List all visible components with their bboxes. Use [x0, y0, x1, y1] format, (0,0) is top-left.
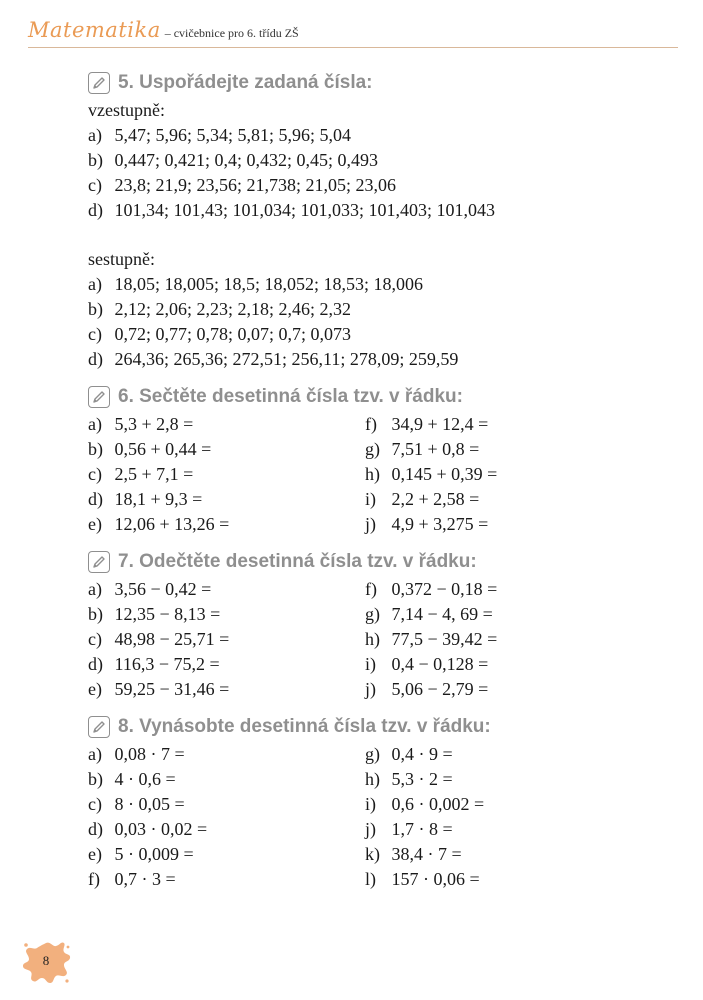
- task-5: [88, 68, 678, 372]
- item-label: l): [365, 869, 376, 889]
- task-8-heading: [88, 712, 678, 742]
- exercise-item: [365, 602, 665, 627]
- item-label: h): [365, 769, 380, 789]
- item-label: h): [365, 629, 380, 649]
- exercise-item: [365, 462, 665, 487]
- list-item: [88, 148, 678, 173]
- task-7: [88, 547, 678, 702]
- item-label: f): [365, 414, 377, 434]
- exercise-item: [88, 437, 365, 462]
- item-label: c): [88, 794, 102, 814]
- item-text: 2,5 + 7,1 =: [114, 464, 194, 484]
- item-label: j): [365, 679, 376, 699]
- item-text: 0,6 · 0,002 =: [391, 794, 485, 814]
- item-text: 7,14 − 4, 69 =: [391, 604, 493, 624]
- page-header: [28, 18, 299, 42]
- task-6-title: 6. Sečtěte desetinná čísla tzv. v řádku:: [118, 386, 463, 407]
- item-text: 5,47; 5,96; 5,34; 5,81; 5,96; 5,04: [114, 125, 352, 145]
- item-label: i): [365, 794, 376, 814]
- item-text: 0,7 · 3 =: [114, 869, 176, 889]
- ascending-label: vzestupně:: [88, 100, 165, 120]
- item-label: g): [365, 604, 380, 624]
- spacer: [88, 372, 678, 382]
- task-6: [88, 382, 678, 537]
- pencil-icon: [88, 551, 110, 573]
- descending-list: [88, 272, 678, 372]
- item-label: i): [365, 654, 376, 674]
- item-text: 264,36; 265,36; 272,51; 256,11; 278,09; 259,59: [114, 349, 459, 369]
- exercise-item: [88, 627, 365, 652]
- item-label: j): [365, 514, 376, 534]
- exercise-item: [88, 742, 365, 767]
- task-5-title: 5. Uspořádejte zadaná čísla:: [118, 72, 373, 93]
- list-item: [88, 173, 678, 198]
- item-text: 2,12; 2,06; 2,23; 2,18; 2,46; 2,32: [114, 299, 352, 319]
- exercise-item: [365, 652, 665, 677]
- item-text: 5,06 − 2,79 =: [391, 679, 489, 699]
- task-6-heading: [88, 382, 678, 412]
- item-text: 12,35 − 8,13 =: [114, 604, 221, 624]
- item-label: k): [365, 844, 380, 864]
- item-text: 5,3 · 2 =: [391, 769, 453, 789]
- exercise-item: [365, 412, 665, 437]
- item-text: 34,9 + 12,4 =: [391, 414, 489, 434]
- addition-grid: [88, 412, 678, 537]
- item-text: 0,372 − 0,18 =: [391, 579, 498, 599]
- item-label: a): [88, 274, 102, 294]
- item-text: 3,56 − 0,42 =: [114, 579, 212, 599]
- exercise-item: [88, 792, 365, 817]
- exercise-item: [88, 577, 365, 602]
- item-label: a): [88, 744, 102, 764]
- item-text: 0,72; 0,77; 0,78; 0,07; 0,7; 0,073: [114, 324, 352, 344]
- exercise-item: [88, 412, 365, 437]
- item-text: 5,3 + 2,8 =: [114, 414, 194, 434]
- item-label: c): [88, 629, 102, 649]
- exercise-item: [88, 767, 365, 792]
- item-label: a): [88, 579, 102, 599]
- item-label: g): [365, 439, 380, 459]
- item-text: 7,51 + 0,8 =: [391, 439, 480, 459]
- item-label: e): [88, 844, 102, 864]
- exercise-item: [365, 817, 665, 842]
- exercise-item: [88, 677, 365, 702]
- spacer: [88, 702, 678, 712]
- worksheet-content: [88, 68, 678, 892]
- item-label: f): [365, 579, 377, 599]
- item-label: f): [88, 869, 100, 889]
- item-label: b): [88, 439, 103, 459]
- item-label: h): [365, 464, 380, 484]
- ascending-list: [88, 123, 678, 223]
- list-item: [88, 123, 678, 148]
- item-label: i): [365, 489, 376, 509]
- item-text: 12,06 + 13,26 =: [114, 514, 230, 534]
- item-text: 157 · 0,06 =: [391, 869, 480, 889]
- item-text: 0,4 − 0,128 =: [391, 654, 489, 674]
- exercise-item: [88, 512, 365, 537]
- exercise-item: [88, 487, 365, 512]
- exercise-item: [365, 867, 665, 892]
- list-item: [88, 322, 678, 347]
- exercise-item: [365, 792, 665, 817]
- item-label: b): [88, 150, 103, 170]
- task-8: [88, 712, 678, 892]
- exercise-item: [365, 767, 665, 792]
- list-item: [88, 297, 678, 322]
- item-label: c): [88, 324, 102, 344]
- task-7-heading: [88, 547, 678, 577]
- exercise-item: [88, 817, 365, 842]
- item-text: 4 · 0,6 =: [114, 769, 176, 789]
- header-subtitle: – cvičebnice pro 6. třídu ZŠ: [164, 26, 299, 40]
- item-label: d): [88, 819, 103, 839]
- item-label: b): [88, 299, 103, 319]
- item-text: 2,2 + 2,58 =: [391, 489, 480, 509]
- exercise-item: [365, 577, 665, 602]
- spacer: [88, 537, 678, 547]
- item-text: 38,4 · 7 =: [391, 844, 462, 864]
- item-text: 18,1 + 9,3 =: [114, 489, 203, 509]
- item-label: d): [88, 654, 103, 674]
- item-label: j): [365, 819, 376, 839]
- item-label: c): [88, 464, 102, 484]
- exercise-item: [365, 742, 665, 767]
- item-text: 0,4 · 9 =: [391, 744, 453, 764]
- pencil-icon: [88, 72, 110, 94]
- item-text: 0,145 + 0,39 =: [391, 464, 498, 484]
- page-number: 8: [42, 953, 50, 968]
- item-text: 77,5 − 39,42 =: [391, 629, 498, 649]
- brand-title: Matematika: [28, 18, 161, 42]
- item-text: 101,34; 101,43; 101,034; 101,033; 101,403; 101,043: [114, 200, 496, 220]
- item-label: a): [88, 414, 102, 434]
- exercise-item: [88, 462, 365, 487]
- exercise-item: [365, 437, 665, 462]
- multiplication-grid: [88, 742, 678, 892]
- item-text: 116,3 − 75,2 =: [114, 654, 220, 674]
- exercise-item: [88, 602, 365, 627]
- item-text: 5 · 0,009 =: [114, 844, 194, 864]
- item-text: 4,9 + 3,275 =: [391, 514, 489, 534]
- descending-label: sestupně:: [88, 249, 155, 269]
- item-text: 8 · 0,05 =: [114, 794, 185, 814]
- list-item: [88, 347, 678, 372]
- item-text: 0,56 + 0,44 =: [114, 439, 212, 459]
- list-item: [88, 272, 678, 297]
- task-7-title: 7. Odečtěte desetinná čísla tzv. v řádku:: [118, 551, 477, 572]
- item-label: d): [88, 349, 103, 369]
- page-number-badge: [20, 937, 72, 985]
- item-text: 0,03 · 0,02 =: [114, 819, 208, 839]
- spacer: [88, 223, 678, 247]
- item-label: d): [88, 200, 103, 220]
- item-label: g): [365, 744, 380, 764]
- task-5-heading: [88, 68, 678, 98]
- exercise-item: [365, 677, 665, 702]
- item-text: 0,447; 0,421; 0,4; 0,432; 0,45; 0,493: [114, 150, 379, 170]
- exercise-item: [365, 487, 665, 512]
- item-text: 18,05; 18,005; 18,5; 18,052; 18,53; 18,006: [114, 274, 424, 294]
- exercise-item: [88, 867, 365, 892]
- item-label: d): [88, 489, 103, 509]
- header-divider: [28, 47, 678, 48]
- exercise-item: [88, 842, 365, 867]
- exercise-item: [88, 652, 365, 677]
- task-8-title: 8. Vynásobte desetinná čísla tzv. v řádku:: [118, 716, 491, 737]
- item-label: e): [88, 679, 102, 699]
- item-label: b): [88, 604, 103, 624]
- subtraction-grid: [88, 577, 678, 702]
- item-text: 1,7 · 8 =: [391, 819, 453, 839]
- item-text: 48,98 − 25,71 =: [114, 629, 230, 649]
- item-text: 59,25 − 31,46 =: [114, 679, 230, 699]
- item-text: 23,8; 21,9; 23,56; 21,738; 21,05; 23,06: [114, 175, 397, 195]
- list-item: [88, 198, 678, 223]
- exercise-item: [365, 842, 665, 867]
- exercise-item: [365, 627, 665, 652]
- pencil-icon: [88, 716, 110, 738]
- item-label: e): [88, 514, 102, 534]
- exercise-item: [365, 512, 665, 537]
- item-label: b): [88, 769, 103, 789]
- item-label: c): [88, 175, 102, 195]
- pencil-icon: [88, 386, 110, 408]
- item-text: 0,08 · 7 =: [114, 744, 185, 764]
- item-label: a): [88, 125, 102, 145]
